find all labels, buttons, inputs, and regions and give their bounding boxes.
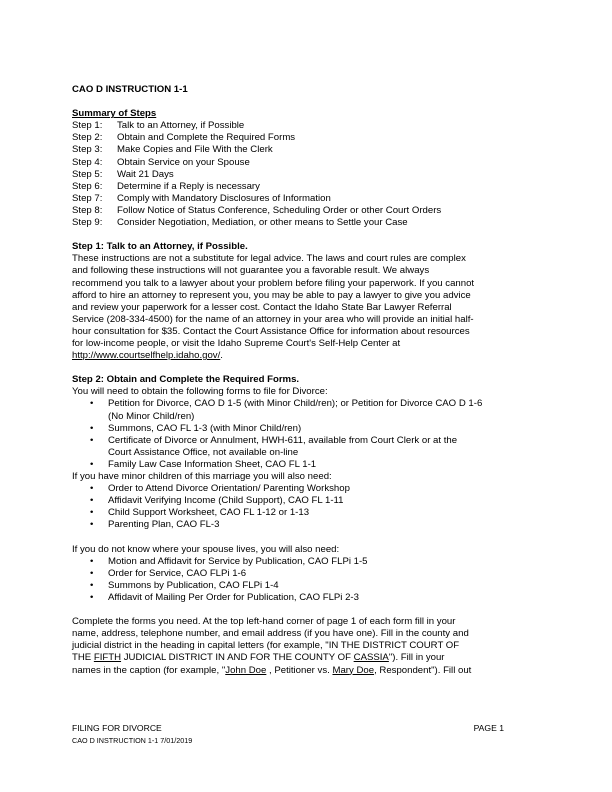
summary-step [72, 217, 542, 229]
list-item-line: Family Law Case Information Sheet, CAO FL 1-1 [108, 458, 317, 470]
step1-line: for low-income people, or visit the Idaho Supreme Court's Self-Help Center at [72, 337, 401, 349]
step-number: Step 8: [72, 204, 103, 216]
step1-line: afford to hire an attorney to represent you, you may be able to pay a lawyer to give you advice [72, 289, 471, 301]
step-text: Comply with Mandatory Disclosures of Information [117, 192, 331, 204]
summary-step [72, 132, 542, 144]
complete-forms-line: Complete the forms you need. At the top left-hand corner of page 1 of each form fill in your [72, 616, 456, 628]
summary-step [72, 157, 542, 169]
list-item [72, 507, 542, 519]
step-text: Follow Notice of Status Conference, Scheduling Order or other Court Orders [117, 204, 442, 216]
summary-step [72, 169, 542, 181]
bullet-icon: • [90, 579, 94, 591]
minor-children-forms-list [72, 483, 542, 531]
footer-left: FILING FOR DIVORCE [72, 723, 162, 733]
complete-forms-paragraph [72, 616, 542, 652]
list-item-line: Certificate of Divorce or Annulment, HWH-611, available from Court Clerk or at the [108, 434, 458, 446]
step-text: Obtain Service on your Spouse [117, 156, 250, 168]
complete-forms-line: judicial district in the heading in capital letters (for example, "IN THE DISTRICT COURT OF [72, 640, 460, 652]
list-item-line: Petition for Divorce, CAO D 1-5 (with Minor Child/ren); or Petition for Divorce CAO D 1-6 [108, 398, 483, 410]
summary-step [72, 120, 542, 132]
required-forms-list [72, 398, 542, 471]
page-footer [72, 723, 504, 745]
document-title: CAO D INSTRUCTION 1-1 [72, 84, 188, 95]
list-item [72, 556, 542, 568]
list-item [72, 495, 542, 507]
bullet-icon: • [90, 458, 94, 470]
complete-forms-line: name, address, telephone number, and email address (if you have one). Fill in the county and [72, 628, 469, 640]
step2-heading: Step 2: Obtain and Complete the Required Forms. [72, 374, 300, 386]
complete-forms-line-5: names in the caption (for example, "John Doe , Petitioner vs. Mary Doe, Respondent"). Fill out [72, 664, 472, 676]
unknown-spouse-forms-list [72, 556, 542, 604]
step-text: Wait 21 Days [117, 168, 174, 180]
list-item [72, 398, 542, 422]
bullet-icon: • [90, 434, 94, 446]
list-item [72, 459, 542, 471]
footer-sub: CAO D INSTRUCTION 1-1 7/01/2019 [72, 736, 193, 745]
step-number: Step 2: [72, 132, 103, 144]
respondent-example: Mary Doe [332, 664, 375, 676]
step1-line: and following these instructions will not guarantee you a favorable result. We always [72, 265, 430, 277]
step1-link-line: http://www.courtselfhelp.idaho.gov/. [72, 350, 223, 362]
step-number: Step 9: [72, 217, 103, 229]
step1-paragraph [72, 253, 542, 350]
petitioner-example: John Doe [225, 664, 267, 676]
bullet-icon: • [90, 555, 94, 567]
self-help-link[interactable]: http://www.courtselfhelp.idaho.gov/ [72, 350, 221, 362]
list-item-text: Summons by Publication, CAO FLPi 1-4 [108, 579, 279, 591]
county-example: CASSIA [353, 652, 389, 664]
step1-line: hour consultation for $35. Contact the Court Assistance Office for information about resources [72, 325, 470, 337]
list-item [72, 519, 542, 531]
step-number: Step 5: [72, 168, 103, 180]
document-body [72, 84, 542, 677]
list-item [72, 568, 542, 580]
step1-line: Service (208-334-4500) for the name of an attorney in your area who will provide an initial half- [72, 313, 474, 325]
bullet-icon: • [90, 591, 94, 603]
summary-step [72, 193, 542, 205]
list-item-line: Summons, CAO FL 1-3 (with Minor Child/ren) [108, 422, 302, 434]
list-item [72, 423, 542, 435]
list-item-text: Motion and Affidavit for Service by Publication, CAO FLPi 1-5 [108, 555, 368, 567]
list-item-text: Affidavit of Mailing Per Order for Publication, CAO FLPi 2-3 [108, 591, 359, 603]
step1-line: recommend you talk to a lawyer about your problem before filing your paperwork. If you cannot [72, 277, 475, 289]
footer-page-number: PAGE 1 [473, 723, 504, 733]
step1-heading: Step 1: Talk to an Attorney, if Possible. [72, 241, 248, 253]
step1-line: and review your paperwork for a lesser cost. Contact the Idaho State Bar Lawyer Referral [72, 301, 452, 313]
summary-step [72, 181, 542, 193]
list-item-text: Order to Attend Divorce Orientation/ Parenting Workshop [108, 483, 350, 495]
list-item-line: (No Minor Child/ren) [108, 410, 195, 422]
bullet-icon: • [90, 507, 94, 519]
list-item-text: Parenting Plan, CAO FL-3 [108, 519, 220, 531]
list-item-text: Order for Service, CAO FLPi 1-6 [108, 567, 247, 579]
step-text: Talk to an Attorney, if Possible [117, 120, 245, 132]
list-item-text: Child Support Worksheet, CAO FL 1-12 or 1-13 [108, 507, 310, 519]
step-text: Make Copies and File With the Clerk [117, 144, 273, 156]
summary-step [72, 144, 542, 156]
complete-forms-line-4: THE FIFTH JUDICIAL DISTRICT IN AND FOR THE COUNTY OF CASSIA"). Fill in your [72, 652, 445, 664]
step2-intro: You will need to obtain the following forms to file for Divorce: [72, 386, 328, 398]
list-item-line: Court Assistance Office, not available on-line [108, 446, 299, 458]
step1-line: These instructions are not a substitute for legal advice. The laws and court rules are complex [72, 253, 466, 265]
summary-steps-list [72, 120, 542, 229]
list-item [72, 592, 542, 604]
summary-step [72, 205, 542, 217]
step-number: Step 7: [72, 192, 103, 204]
district-example: FIFTH [93, 652, 122, 664]
bullet-icon: • [90, 567, 94, 579]
bullet-icon: • [90, 495, 94, 507]
step-number: Step 6: [72, 180, 103, 192]
step-number: Step 3: [72, 144, 103, 156]
bullet-icon: • [90, 398, 94, 410]
summary-heading: Summary of Steps [72, 108, 157, 120]
bullet-icon: • [90, 483, 94, 495]
list-item [72, 435, 542, 459]
step-text: Consider Negotiation, Mediation, or other means to Settle your Case [117, 217, 408, 229]
minor-children-intro: If you have minor children of this marriage you will also need: [72, 471, 332, 482]
step-number: Step 1: [72, 120, 103, 132]
list-item-text: Affidavit Verifying Income (Child Support), CAO FL 1-11 [108, 495, 344, 507]
step-text: Obtain and Complete the Required Forms [117, 132, 296, 144]
bullet-icon: • [90, 422, 94, 434]
list-item [72, 580, 542, 592]
bullet-icon: • [90, 519, 94, 531]
step-number: Step 4: [72, 156, 103, 168]
unknown-spouse-intro: If you do not know where your spouse lives, you will also need: [72, 543, 340, 555]
list-item [72, 483, 542, 495]
step-text: Determine if a Reply is necessary [117, 180, 260, 192]
